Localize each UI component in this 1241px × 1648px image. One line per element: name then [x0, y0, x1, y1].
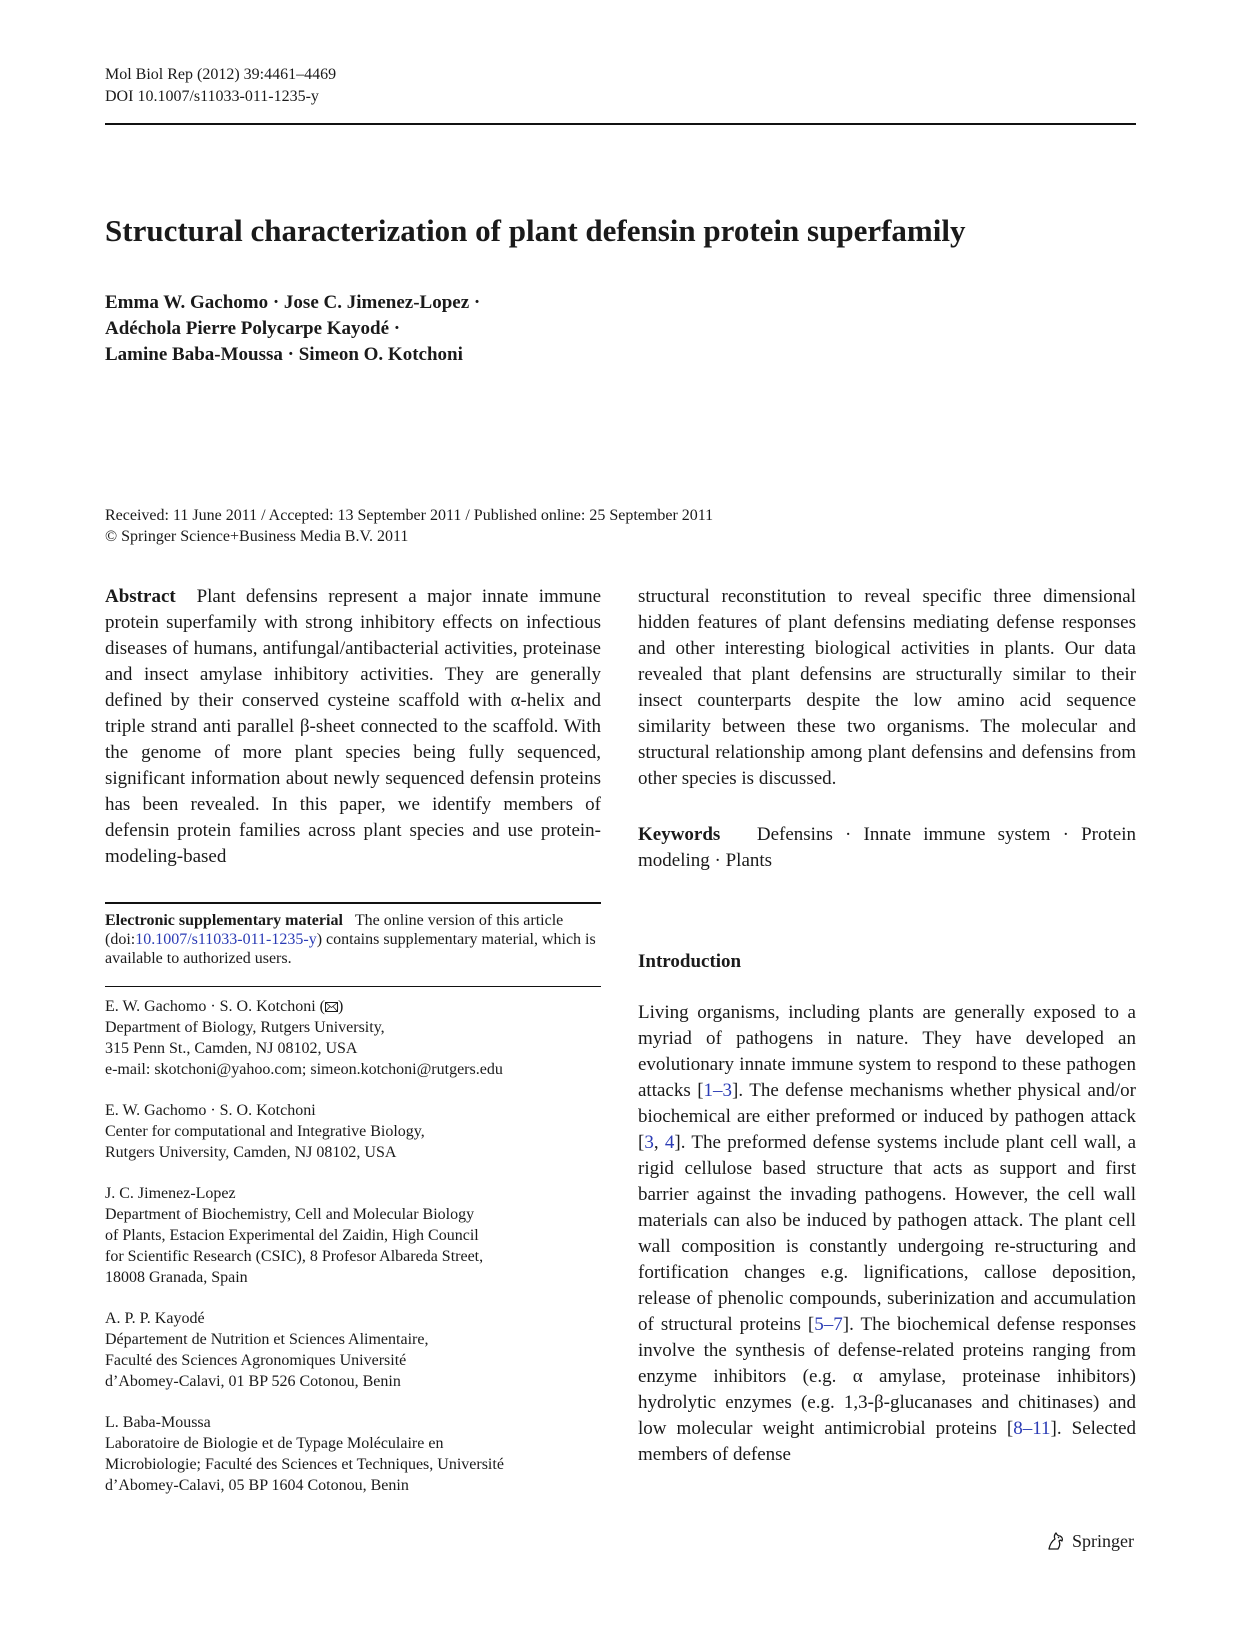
esm-text-after: ) contains supplementary material, which is available to authorized users.: [105, 931, 596, 967]
abstract-heading: Abstract: [105, 586, 176, 607]
citation-link[interactable]: 4: [664, 1132, 675, 1153]
affiliation-line: Faculté des Sciences Agronomiques Université: [105, 1352, 407, 1369]
keywords-text: Defensins · Innate immune system · Protein modeling · Plants: [638, 824, 1136, 871]
copyright-line: © Springer Science+Business Media B.V. 2011: [105, 528, 409, 545]
keywords: [638, 822, 1136, 874]
envelope-icon: [325, 1002, 338, 1012]
affiliation-names: E. W. Gachomo · S. O. Kotchoni (: [105, 998, 325, 1015]
electronic-supplementary-material: [105, 911, 601, 968]
introduction-body: [638, 1000, 1136, 1468]
affiliation-line: of Plants, Estacion Experimental del Zaidin, High Council: [105, 1227, 479, 1244]
affiliation: [105, 1183, 601, 1288]
affiliation-line: 315 Penn St., Camden, NJ 08102, USA: [105, 1040, 358, 1057]
affiliation-line: d’Abomey-Calavi, 05 BP 1604 Cotonou, Benin: [105, 1477, 409, 1494]
author-line: Emma W. Gachomo · Jose C. Jimenez-Lopez ·: [105, 292, 481, 313]
affiliation: [105, 996, 601, 1080]
intro-text: ]. The preformed defense systems include plant cell wall, a rigid cellulose based structure that acts as support and first barrier against the invading pathogens. However, the cell wall materials can also be induced by pathogen attack. The plant cell wall composition is constantly undergoing re-structuring and fortification changes e.g. lignifications, callose deposition, release of phenolic compounds, suberinization and accumulation of structural proteins [: [638, 1132, 1137, 1335]
intro-text: ]. The defense mechanisms whether physical and/or biochemical are either preformed or induced by pathogen attack [: [638, 1080, 1136, 1153]
abstract-left: [105, 584, 601, 870]
journal-citation: Mol Biol Rep (2012) 39:4461–4469: [105, 66, 337, 83]
affiliation: [105, 1412, 601, 1496]
affiliation-names: J. C. Jimenez-Lopez: [105, 1185, 236, 1202]
affiliation-names: E. W. Gachomo · S. O. Kotchoni: [105, 1102, 316, 1119]
paper-title: Structural characterization of plant defensin protein superfamily: [105, 213, 966, 248]
affiliation-line: Département de Nutrition et Sciences Alimentaire,: [105, 1331, 429, 1348]
author-line: Adéchola Pierre Polycarpe Kayodé ·: [105, 318, 401, 339]
citation-link[interactable]: 8–11: [1013, 1418, 1051, 1439]
citation-link[interactable]: 5–7: [814, 1314, 843, 1335]
esm-doi-link[interactable]: 10.1007/s11033-011-1235-y: [135, 931, 317, 948]
citation-link[interactable]: 3: [644, 1132, 654, 1153]
affiliation-line: Microbiologie; Faculté des Sciences et Techniques, Université: [105, 1456, 504, 1473]
introduction-heading: Introduction: [638, 951, 742, 972]
publisher-footer: [1045, 1530, 1134, 1552]
author-line: Lamine Baba-Moussa · Simeon O. Kotchoni: [105, 344, 463, 365]
affiliation-line: Laboratoire de Biologie et de Typage Moléculaire en: [105, 1435, 444, 1452]
header-rule: [105, 123, 1136, 125]
author-list: [105, 290, 480, 368]
affiliation-line: for Scientific Research (CSIC), 8 Profesor Albareda Street,: [105, 1248, 484, 1265]
esm-text-before: The online version of this article (doi:: [105, 912, 564, 948]
affiliation-line: Center for computational and Integrative Biology,: [105, 1123, 425, 1140]
affiliation-rule: [105, 986, 601, 987]
intro-text: ]. The biochemical defense responses involve the synthesis of defense-related proteins ranging from enzyme inhibitors (e.g. α amylase, proteinase inhibitors) hydrolytic enzymes (e.g. 1,3-β-glucanases and chitinases) and low molecular weight antimicrobial proteins [: [638, 1314, 1136, 1439]
affiliation-names: A. P. P. Kayodé: [105, 1310, 205, 1327]
citation-separator: ,: [653, 1132, 665, 1153]
intro-text: Living organisms, including plants are generally exposed to a myriad of pathogens in nature. They have developed an evolutionary innate immune system to respond to these pathogen attacks [: [638, 1002, 1136, 1101]
dates-line: Received: 11 June 2011 / Accepted: 13 September 2011 / Published online: 25 September 2011: [105, 507, 714, 524]
abstract-right: [638, 584, 1136, 874]
affiliation-line: d’Abomey-Calavi, 01 BP 526 Cotonou, Benin: [105, 1373, 401, 1390]
journal-header: [105, 64, 336, 108]
springer-horse-icon: [1045, 1530, 1067, 1552]
keywords-heading: Keywords: [638, 824, 721, 845]
affiliation-email[interactable]: e-mail: skotchoni@yahoo.com; simeon.kotchoni@rutgers.edu: [105, 1061, 503, 1078]
journal-doi: DOI 10.1007/s11033-011-1235-y: [105, 88, 319, 105]
affiliation-line: Department of Biochemistry, Cell and Molecular Biology: [105, 1206, 475, 1223]
affiliation-line: 18008 Granada, Spain: [105, 1269, 248, 1286]
affiliation-line: Department of Biology, Rutgers University,: [105, 1019, 385, 1036]
abstract-text-left: Plant defensins represent a major innate immune protein superfamily with strong inhibitory effects on infectious diseases of humans, antifungal/antibacterial activities, proteinase and insect amylase inhibitory activities. They are generally defined by their conserved cysteine scaffold with α-helix and triple strand anti parallel β-sheet connected to the scaffold. With the genome of more plant species being fully sequenced, significant information about newly sequenced defensin proteins has been revealed. In this paper, we identify members of defensin protein families across plant species and use protein-modeling-based: [105, 586, 602, 867]
affiliation: [105, 1100, 601, 1163]
affiliation-names-close: ): [337, 998, 344, 1015]
publisher-name: Springer: [1072, 1530, 1134, 1551]
affiliation: [105, 1308, 601, 1392]
affiliation-line: Rutgers University, Camden, NJ 08102, USA: [105, 1144, 397, 1161]
affiliation-names: L. Baba-Moussa: [105, 1414, 211, 1431]
abstract-text-right: structural reconstitution to reveal specific three dimensional hidden features of plant defensins mediating defense responses and other interesting biological activities in plants. Our data revealed that plant defensins are structurally similar to their insect counterparts despite the low amino acid sequence similarity between these two organisms. The molecular and structural relationship among plant defensins and defensins from other species is discussed.: [638, 586, 1136, 789]
affiliations: [105, 996, 601, 1516]
citation-link[interactable]: 1–3: [703, 1080, 733, 1101]
esm-rule: [105, 902, 601, 904]
publication-dates: [105, 505, 713, 547]
esm-heading: Electronic supplementary material: [105, 912, 343, 929]
intro-text: ]. Selected members of defense: [638, 1418, 1137, 1465]
